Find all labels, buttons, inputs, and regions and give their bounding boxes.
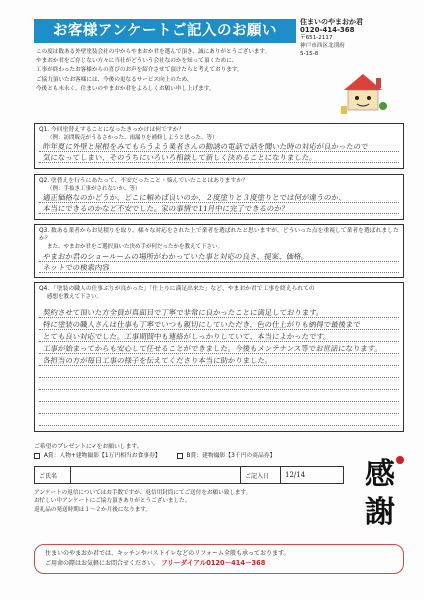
footer-line-2 xyxy=(45,559,393,569)
question-hint: 感想を教えて下さい。 xyxy=(47,294,103,300)
answer-handwriting: 工事が始まってからも安心して任せることができました。今後もメンテナンス等でお世話になります。 xyxy=(42,344,383,353)
gift-intro: ご希望のプレゼントに✓をお願いします。 xyxy=(34,444,143,450)
name-label: ご氏名 xyxy=(35,467,71,483)
footer-contact-text: ご用命の際はお気軽にお問合せください。 xyxy=(45,559,160,567)
intro-line: 工事が終わったお客様からの喜びのお声を紹介させて頂けたらと考えております。 xyxy=(36,67,243,74)
red-seal-dot xyxy=(396,456,404,464)
answer-handwriting: 特に塗装の職人さんは仕事も丁寧でいつも親切にしていただき、色の仕上がりも納得で最後まで xyxy=(42,320,362,329)
answer-handwriting: ネットでの検索内容 xyxy=(42,263,111,272)
gift-option-a[interactable] xyxy=(34,452,161,461)
date-label: ご記入日 xyxy=(241,467,281,483)
question-heading xyxy=(35,283,403,301)
answer-handwriting: 気になってしまい、そのうちにいろいろ相談して新しく決めることになりました。 xyxy=(42,153,317,162)
intro-line: この度は数ある外壁塗装会社の中からやまおか君を選んで頂き、誠にありがとうございます。 xyxy=(36,49,271,55)
answer-handwriting: やまおか君のショールームの場所がわかっていた事と対応の良さ、提案、価格。 xyxy=(42,252,310,261)
answer-line xyxy=(39,401,399,402)
footer-line: 住まいのやまおか君では、キッチンやバストイレなどのリフォーム全般も承っております。 xyxy=(45,550,290,557)
gift-section xyxy=(34,443,344,461)
return-notes xyxy=(34,489,334,514)
intro-text xyxy=(36,48,310,94)
answer-handwriting: 各担当の方が毎日工事の様子を伝えてくださり本当に助かりました。 xyxy=(42,356,273,365)
question-box-q3 xyxy=(34,224,404,278)
answer-line xyxy=(39,389,399,390)
name-date-row xyxy=(34,466,344,484)
gift-b-label: B賞：建物撮影【3千円の商品券】 xyxy=(186,453,276,459)
question-heading xyxy=(35,175,403,193)
company-info xyxy=(300,18,410,58)
name-field[interactable] xyxy=(71,467,241,483)
company-phone: 0120-414-368 xyxy=(300,26,355,34)
answer-line xyxy=(39,377,399,378)
question-heading xyxy=(35,225,403,251)
kansha-calligraphy xyxy=(352,446,408,530)
answer-handwriting: とても良い対応でした。工事期間中も連絡がしっかりしていて、本当によかったです。 xyxy=(42,332,332,341)
date-field[interactable]: 12/14 xyxy=(285,471,306,479)
gift-option-b[interactable] xyxy=(177,452,276,461)
question-hint: （例：訪問販売がうるさかった、雨漏りを補修しようと思った、等） xyxy=(47,135,218,141)
question-box-q1 xyxy=(34,123,404,169)
page-title: お客様アンケートご記入のお願い xyxy=(34,19,296,43)
intro-line: ご協力頂いたお客様には、今後の更なるサービス向上のため、 xyxy=(36,76,193,83)
mascot-house-illustration xyxy=(338,70,388,116)
company-address-number: 5-15-8 xyxy=(300,51,319,57)
gift-a-label: A賞：人物+建物撮影【1万円相当お食事券】 xyxy=(43,453,161,459)
answer-handwriting: 適正価格なのかどうか、どこに頼めば良いのか、２度塗りと３度塗りとでは何が違うのか、 xyxy=(42,193,347,202)
company-postal: 〒651-2117 xyxy=(300,35,333,41)
gift-options xyxy=(34,452,344,461)
question-heading xyxy=(35,124,403,142)
answer-line xyxy=(39,425,399,426)
gift-a-checkbox[interactable] xyxy=(34,453,40,459)
kansha-char-1: 感 xyxy=(365,457,395,492)
intro-line: やまおか君をご存じない方々に当社がどういう会社なのかを知って頂くために、 xyxy=(36,58,238,65)
question-text: Q2. 塗替えを行うにあたって、不安だったこと・悩んでいたことはありますか？ xyxy=(39,178,248,184)
note-line: お忙しい中アンケートにご協力頂きありがとうございました。 xyxy=(34,498,191,505)
question-box-q2 xyxy=(34,174,404,220)
intro-line: 今後とも末永く、住まいのやまおか君をよろしくお願い申し上げます。 xyxy=(36,85,215,92)
question-hint: また、やまおか君をご選択頂いた決め手が何だったかを教えて下さい。 xyxy=(47,244,224,250)
company-address: 神戸市西区北別府 xyxy=(300,43,345,49)
question-text: Q4. 「塗装の職人の仕事ぶりが良かった」「仕上りに満足出来た」など、やまおか君で工事を終えられての xyxy=(39,286,315,292)
note-line: 返礼品の発送時期は１〜２か月後になります。 xyxy=(34,506,152,513)
answer-handwriting: 昨年夏に外壁と屋根をみてもらうよう業者さんの勧誘の電話で話を聞いた時の対応が良かったので xyxy=(42,142,369,151)
question-box-q4 xyxy=(34,282,404,432)
answer-handwriting: 本当にできるのかなど不安でした。家の事情で11月中に完了できるのか？ xyxy=(42,204,290,213)
gift-b-checkbox[interactable] xyxy=(177,453,183,459)
footer-reform-notice xyxy=(34,544,404,574)
question-text: Q1. 今回塗替えすることになったきっかけは何ですか？ xyxy=(39,127,185,133)
question-text: Q3. 数ある業者からお見積りを取り、様々な対応をされた上で業者を選ばれたと思いますが、どういった点を重視して業者を選ばれましたか？ xyxy=(39,228,399,242)
free-dial-number[interactable]: フリーダイアル0120－414－368 xyxy=(160,558,266,567)
note-line: アンケートの返信についてはお手数ですが、返信用封筒にてご送付をお願い致します。 xyxy=(34,490,252,496)
company-name: 住まいのやまおか君 xyxy=(300,18,363,26)
answer-handwriting: 契約させて頂いた方全員が真面目で丁寧で非常に良かったことに満足しております。 xyxy=(42,308,324,317)
question-hint: （例：手抜き工事がされないか、等） xyxy=(47,186,141,192)
answer-line xyxy=(39,413,399,414)
kansha-char-2: 謝 xyxy=(365,495,395,530)
